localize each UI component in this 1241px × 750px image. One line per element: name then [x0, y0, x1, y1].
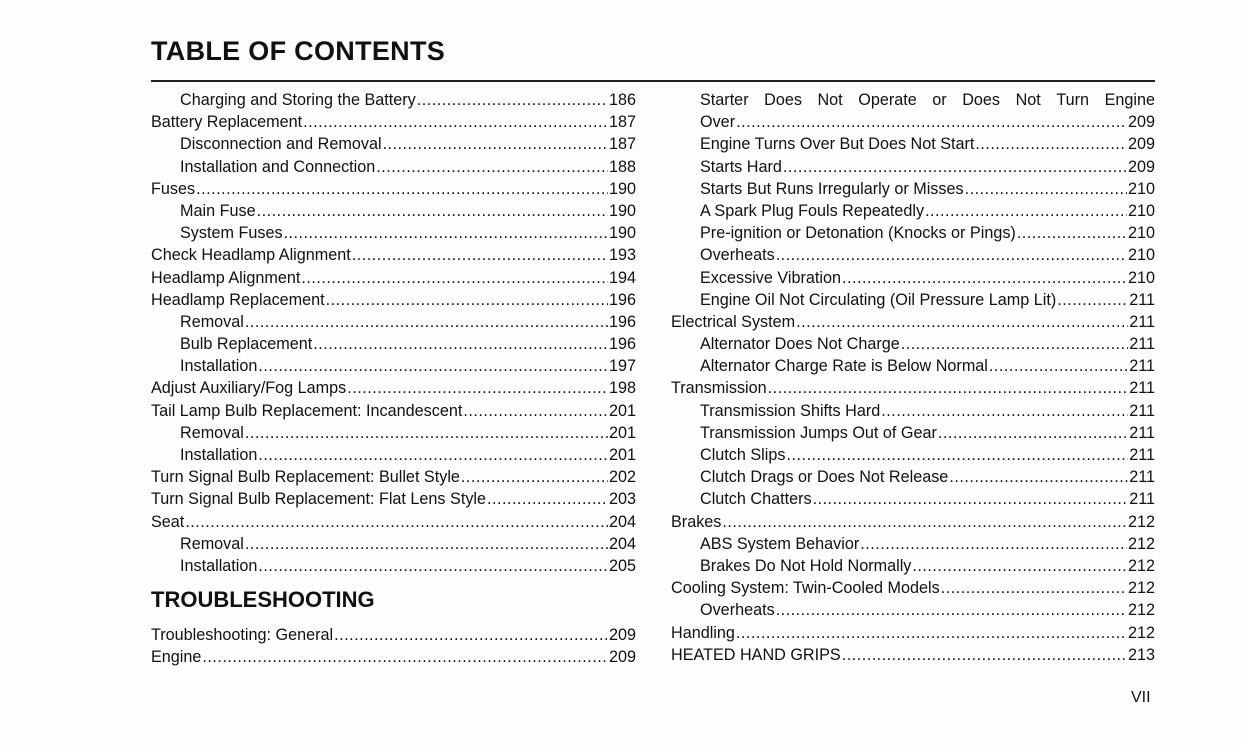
toc-entry-label: HEATED HAND GRIPS [671, 645, 841, 664]
toc-entry-page: 201 [608, 446, 636, 464]
toc-entry[interactable] [151, 289, 636, 311]
toc-entry-word: Turn [1056, 91, 1090, 109]
toc-entry-label: Transmission [671, 379, 767, 398]
toc-entry-label: Battery Replacement [151, 113, 303, 132]
toc-entry-label: Overheats [700, 601, 775, 620]
toc-entry-word: or [932, 91, 947, 109]
toc-entry[interactable] [671, 466, 1155, 488]
toc-entry-label: Main Fuse [180, 201, 256, 220]
toc-entry-word: Starter [700, 91, 749, 109]
toc-entry-wrapped-continuation[interactable] [671, 111, 1155, 133]
toc-entry-page: 211 [1129, 312, 1155, 331]
dot-leader [949, 466, 1128, 488]
toc-entry[interactable] [151, 333, 636, 355]
dot-leader [258, 444, 608, 466]
toc-entry[interactable] [671, 267, 1155, 289]
toc-entry-word: Does [962, 91, 1001, 109]
toc-entry-page: 211 [1129, 335, 1155, 354]
dot-leader [776, 244, 1127, 266]
toc-entry-page: 194 [608, 268, 636, 287]
toc-entry-page: 212 [1127, 601, 1155, 620]
toc-entry[interactable] [151, 466, 636, 488]
toc-entry-page: 188 [608, 157, 636, 176]
dot-leader [842, 644, 1127, 666]
toc-entry-label: Electrical System [671, 312, 796, 331]
dot-leader [786, 444, 1128, 466]
toc-entry[interactable] [671, 422, 1155, 444]
page-number: VII [1131, 689, 1151, 706]
toc-entry-page: 211 [1129, 490, 1155, 509]
toc-entry-page: 201 [608, 401, 636, 420]
toc-entry[interactable] [151, 533, 636, 555]
toc-column-right [671, 89, 1155, 666]
toc-entry[interactable] [671, 156, 1155, 178]
toc-entry-page: 190 [608, 201, 636, 220]
toc-entry-label: Transmission Shifts Hard [700, 401, 881, 420]
toc-entry[interactable] [151, 200, 636, 222]
toc-entry[interactable] [151, 488, 636, 510]
toc-entry[interactable] [151, 156, 636, 178]
toc-entry-label: System Fuses [180, 224, 283, 243]
toc-entry-label: Clutch Slips [700, 446, 786, 464]
toc-entry-wrapped-heading[interactable] [671, 89, 1155, 111]
toc-entry-page: 196 [608, 312, 636, 331]
toc-entry[interactable] [671, 577, 1155, 599]
dot-leader [383, 133, 608, 155]
toc-entry-page: 211 [1129, 379, 1155, 398]
dot-leader [326, 289, 608, 311]
toc-entry-page: 212 [1127, 579, 1155, 598]
toc-entry-label: Clutch Chatters [700, 490, 812, 509]
toc-entry[interactable] [671, 644, 1155, 666]
toc-entry-page: 186 [608, 91, 636, 109]
section-title-troubleshooting: TROUBLESHOOTING [151, 587, 375, 613]
dot-leader [975, 133, 1127, 155]
toc-entry-word: Not [1015, 91, 1041, 109]
toc-entry-label: Pre-ignition or Detonation (Knocks or Pings) [700, 224, 1016, 243]
toc-entry-page: 203 [608, 490, 636, 509]
toc-entry-label: Headlamp Replacement [151, 290, 325, 309]
toc-entry-page: 187 [608, 135, 636, 154]
toc-entry-label: Transmission Jumps Out of Gear [700, 423, 937, 442]
toc-entry-label: Brakes [671, 512, 722, 531]
toc-entry-page: 209 [608, 626, 636, 645]
dot-leader [461, 466, 608, 488]
toc-list-right [671, 133, 1155, 666]
toc-entry-word: Not [817, 91, 843, 109]
toc-entry[interactable] [151, 624, 636, 646]
toc-entry-page: 204 [608, 512, 636, 531]
toc-list-troubleshooting [151, 624, 636, 668]
toc-entry-label: Headlamp Alignment [151, 268, 301, 287]
toc-entry[interactable] [151, 311, 636, 333]
toc-entry-label: Installation [180, 357, 258, 376]
toc-entry[interactable] [671, 311, 1155, 333]
dot-leader [776, 599, 1127, 621]
dot-leader [376, 156, 608, 178]
toc-entry-page: 210 [1127, 201, 1155, 220]
toc-entry[interactable] [671, 355, 1155, 377]
dot-leader [796, 311, 1128, 333]
dot-leader [463, 400, 608, 422]
dot-leader [1017, 222, 1127, 244]
dot-leader [925, 200, 1127, 222]
toc-entry-label: Adjust Auxiliary/Fog Lamps [151, 379, 347, 398]
toc-list-left [151, 89, 636, 577]
dot-leader [352, 244, 608, 266]
toc-entry[interactable] [151, 244, 636, 266]
dot-leader [965, 178, 1127, 200]
toc-entry-page: 212 [1127, 512, 1155, 531]
toc-entry[interactable] [671, 555, 1155, 577]
dot-leader [881, 400, 1128, 422]
toc-entry-label: Cooling System: Twin-Cooled Models [671, 579, 940, 598]
toc-entry-page: 209 [608, 648, 636, 667]
toc-entry[interactable] [671, 244, 1155, 266]
toc-entry-label: Engine Turns Over But Does Not Start [700, 135, 975, 154]
toc-entry-page: 187 [608, 113, 636, 132]
dot-leader [185, 511, 608, 533]
dot-leader [257, 200, 608, 222]
toc-entry-label: ABS System Behavior [700, 534, 860, 553]
dot-leader [941, 577, 1127, 599]
dot-leader [202, 646, 608, 668]
toc-entry-page: 213 [1127, 645, 1155, 664]
toc-entry-label: Brakes Do Not Hold Normally [700, 556, 912, 575]
toc-entry-label: Overheats [700, 246, 775, 265]
toc-entry-label: Starts Hard [700, 157, 782, 176]
toc-entry-page: 211 [1129, 290, 1155, 309]
toc-entry[interactable] [671, 133, 1155, 155]
toc-entry-label: Engine Oil Not Circulating (Oil Pressure Lamp Lit) [700, 290, 1057, 309]
dot-leader [347, 377, 608, 399]
toc-entry-page: 211 [1129, 468, 1155, 487]
toc-entry-label: Turn Signal Bulb Replacement: Flat Lens Style [151, 490, 487, 509]
toc-entry-page: 210 [1127, 268, 1155, 287]
toc-entry-label: Excessive Vibration [700, 268, 841, 287]
toc-entry-label: Bulb Replacement [180, 335, 313, 354]
dot-leader [722, 511, 1127, 533]
toc-entry-page: 211 [1129, 423, 1155, 442]
dot-leader [487, 488, 608, 510]
toc-entry[interactable] [151, 422, 636, 444]
toc-entry-label: Removal [180, 423, 244, 442]
toc-entry-label: Installation and Connection [180, 157, 376, 176]
dot-leader [768, 377, 1129, 399]
toc-entry[interactable] [151, 377, 636, 399]
toc-entry-page: 211 [1129, 401, 1155, 420]
toc-entry[interactable] [671, 222, 1155, 244]
toc-entry[interactable] [151, 646, 636, 668]
toc-entry[interactable] [151, 222, 636, 244]
dot-leader [842, 267, 1127, 289]
toc-entry[interactable] [151, 444, 636, 466]
dot-leader [245, 311, 608, 333]
toc-entry-label: Handling [671, 623, 735, 642]
toc-entry-label: Alternator Does Not Charge [700, 335, 900, 354]
toc-entry-page: 196 [608, 290, 636, 309]
toc-entry-page: 197 [608, 357, 636, 376]
dot-leader [284, 222, 608, 244]
toc-entry-word: Does [764, 91, 802, 109]
toc-entry-label: Removal [180, 312, 244, 331]
toc-entry-label: Engine [151, 648, 202, 667]
page-title: TABLE OF CONTENTS [151, 36, 446, 66]
dot-leader [736, 622, 1127, 644]
dot-leader [245, 533, 608, 555]
toc-entry[interactable] [671, 444, 1155, 466]
toc-entry[interactable] [151, 89, 636, 111]
dot-leader [901, 333, 1128, 355]
toc-entry-page: 212 [1127, 534, 1155, 553]
toc-entry[interactable] [151, 400, 636, 422]
dot-leader [989, 355, 1128, 377]
toc-entry-label: Tail Lamp Bulb Replacement: Incandescent [151, 401, 463, 420]
toc-entry[interactable] [151, 355, 636, 377]
toc-column-left [151, 89, 636, 669]
toc-entry-label: Clutch Drags or Does Not Release [700, 468, 949, 487]
toc-entry-page: 210 [1127, 179, 1155, 198]
toc-entry[interactable] [151, 555, 636, 577]
toc-entry-label: Disconnection and Removal [180, 135, 382, 154]
dot-leader [813, 488, 1129, 510]
toc-entry-page: 193 [608, 246, 636, 265]
toc-entry[interactable] [671, 333, 1155, 355]
toc-entry-word: Engine [1104, 91, 1155, 109]
dot-leader [258, 355, 608, 377]
toc-entry-page: 210 [1127, 224, 1155, 243]
toc-entry-page: 212 [1127, 556, 1155, 575]
toc-entry-page: 198 [608, 379, 636, 398]
toc-entry-label: Troubleshooting: General [151, 626, 334, 645]
toc-entry[interactable] [151, 267, 636, 289]
toc-entry-label: Charging and Storing the Battery [180, 91, 416, 109]
toc-entry-page: 190 [608, 179, 636, 198]
toc-entry-page: 201 [608, 423, 636, 442]
toc-entry-label: Installation [180, 446, 258, 464]
toc-entry-label: Seat [151, 512, 185, 531]
toc-entry-page: 211 [1129, 357, 1155, 376]
dot-leader [303, 111, 608, 133]
dot-leader [301, 267, 608, 289]
toc-entry-word: Operate [858, 91, 917, 109]
toc-entry[interactable] [671, 400, 1155, 422]
toc-entry-page: 209 [1127, 135, 1155, 154]
toc-entry[interactable] [151, 511, 636, 533]
toc-entry-page: 196 [608, 335, 636, 354]
toc-entry-label: Check Headlamp Alignment [151, 246, 351, 265]
toc-entry[interactable] [151, 133, 636, 155]
toc-entry[interactable] [671, 599, 1155, 621]
toc-entry[interactable] [671, 289, 1155, 311]
toc-entry-page: 210 [1127, 246, 1155, 265]
toc-entry-label: Alternator Charge Rate is Below Normal [700, 357, 988, 376]
title-divider [151, 80, 1155, 82]
toc-entry-label: A Spark Plug Fouls Repeatedly [700, 201, 925, 220]
dot-leader [783, 156, 1127, 178]
toc-entry[interactable] [671, 488, 1155, 510]
toc-entry[interactable] [671, 178, 1155, 200]
toc-entry-label: Starts But Runs Irregularly or Misses [700, 179, 964, 198]
toc-entry-page: 205 [608, 556, 636, 575]
toc-entry-page: 204 [608, 534, 636, 553]
dot-leader [912, 555, 1127, 577]
toc-entry-page: 190 [608, 224, 636, 243]
toc-entry[interactable] [671, 200, 1155, 222]
dot-leader [313, 333, 608, 355]
dot-leader [334, 624, 608, 646]
dot-leader [245, 422, 608, 444]
toc-entry[interactable] [151, 111, 636, 133]
toc-entry-page: 212 [1127, 623, 1155, 642]
toc-entry[interactable] [671, 622, 1155, 644]
toc-entry-label: Removal [180, 534, 244, 553]
dot-leader [860, 533, 1127, 555]
dot-leader [196, 178, 608, 200]
dot-leader [938, 422, 1128, 444]
toc-entry[interactable] [671, 377, 1155, 399]
toc-entry-label: Installation [180, 556, 258, 575]
toc-entry-page: 211 [1129, 446, 1155, 464]
toc-entry-page: 202 [608, 468, 636, 487]
toc-entry-label: Over [700, 113, 736, 132]
dot-leader [417, 89, 608, 111]
toc-entry-label: Turn Signal Bulb Replacement: Bullet Style [151, 468, 460, 487]
toc-entry[interactable] [671, 511, 1155, 533]
toc-entry[interactable] [151, 178, 636, 200]
dot-leader [258, 555, 608, 577]
dot-leader [1057, 289, 1128, 311]
toc-entry-page: 209 [1127, 157, 1155, 176]
toc-entry-page: 209 [1127, 113, 1155, 132]
toc-entry[interactable] [671, 533, 1155, 555]
dot-leader [736, 111, 1127, 133]
toc-entry-label: Fuses [151, 179, 196, 198]
